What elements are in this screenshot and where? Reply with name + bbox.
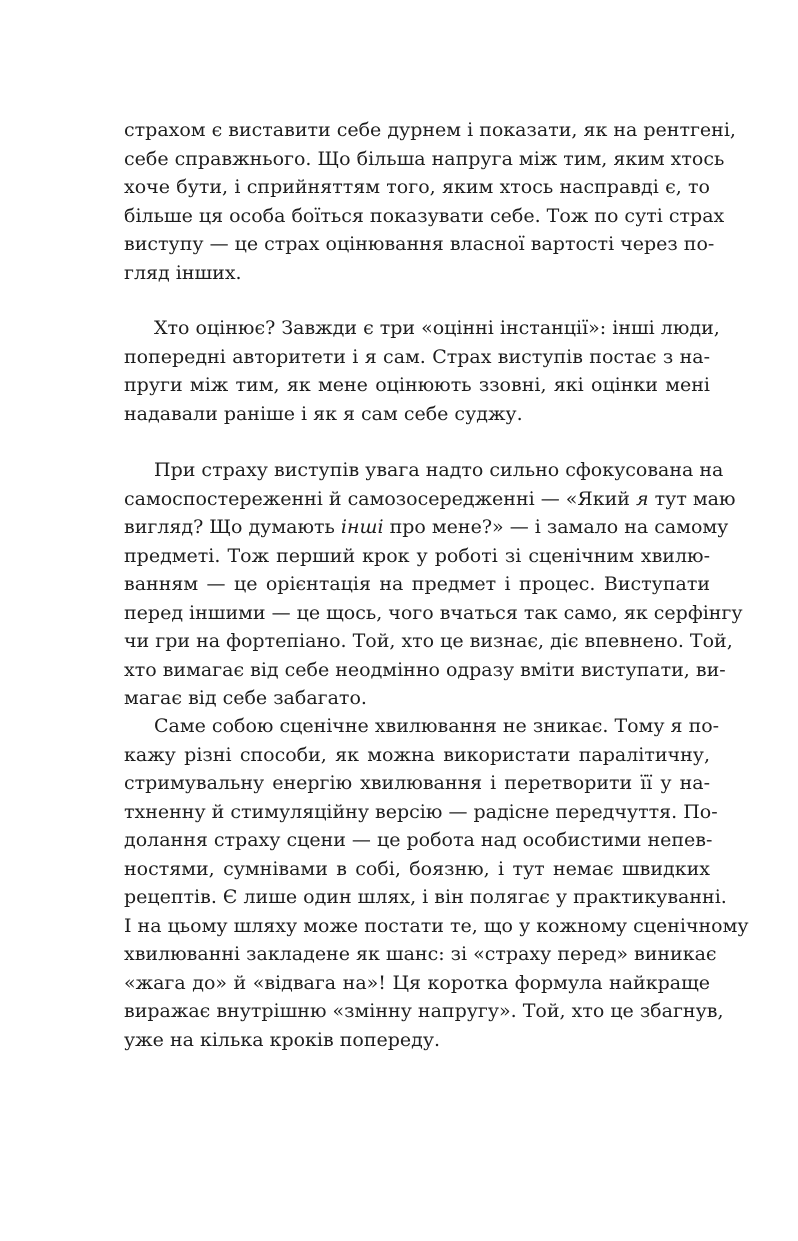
- text-line: хоче бути, і сприйняттям того, яким хтось насправді є, то: [124, 176, 710, 198]
- text-line: попередні авторитети і я сам. Страх виступів постає з на-: [124, 345, 710, 368]
- text-line: Саме собою сценічне хвилювання не зникає. Тому я по-: [154, 715, 720, 737]
- text-line: більше ця особа боїться показувати себе. Тож по суті страх: [124, 204, 725, 227]
- text-line: стримувальну енергію хвилювання і перетворити її у на-: [124, 772, 710, 794]
- emphasis-word: я: [636, 487, 649, 510]
- paragraph-4: [124, 712, 749, 1054]
- text-line: чи гри на фортепіано. Той, хто це визнає, діє впевнено. Той,: [124, 630, 733, 652]
- paragraph-1: [124, 116, 736, 287]
- text-line: гляд інших.: [124, 261, 242, 284]
- text-line: предметі. Тож перший крок у роботі зі сценічним хвилю-: [124, 544, 710, 567]
- text-line: долання страху сцени — це робота над особистими непев-: [124, 829, 713, 851]
- paragraph-3: [124, 456, 743, 713]
- text-line: виступу — це страх оцінювання власної вартості через по-: [124, 233, 715, 255]
- text-line: пруги між тим, як мене оцінюють ззовні, які оцінки мені: [124, 374, 710, 396]
- text-line: При страху виступів увага надто сильно сфокусована на: [154, 459, 724, 481]
- text-line: Хто оцінює? Завжди є три «оцінні інстанції»: інші люди,: [154, 317, 720, 339]
- text-line: страхом є виставити себе дурнем і показати, як на рентгені,: [124, 119, 736, 141]
- text-line-with-italic: вигляд? Що думають інші про мене?» — і замало на самому: [124, 516, 729, 538]
- text-line: ностями, сумнівами в собі, боязню, і тут немає швидких: [124, 857, 710, 880]
- text-line: тхненну й стимуляційну версію — радісне передчуття. По-: [124, 800, 718, 823]
- text-line: хвилюванні закладене як шанс: зі «страху перед» виникає: [124, 943, 717, 965]
- text-line: надавали раніше і як я сам себе суджу.: [124, 402, 523, 425]
- text-line: уже на кілька кроків попереду.: [124, 1028, 441, 1051]
- text-line: хто вимагає від себе неодмінно одразу вміти виступати, ви-: [124, 658, 726, 681]
- text-line: перед іншими — це щось, чого вчаться так само, як серфінгу: [124, 601, 743, 624]
- emphasis-word: інші: [340, 516, 384, 538]
- text-line: І на цьому шляху може постати те, що у кожному сценічному: [124, 914, 749, 937]
- text-line: магає від себе забагато.: [124, 687, 367, 709]
- paragraph-2: [124, 314, 720, 428]
- text-line-with-italic: самоспостереженні й самозосередженні — «Який я тут маю: [124, 487, 736, 510]
- text-line: ванням — це орієнтація на предмет і процес. Виступати: [124, 573, 710, 595]
- text-line: себе справжнього. Що більша напруга між тим, яким хтось: [124, 147, 725, 170]
- text-line: виражає внутрішню «змінну напругу». Той, хто це збагнув,: [124, 1000, 724, 1022]
- text-line: «жага до» й «відвага на»! Ця коротка формула найкраще: [124, 971, 710, 994]
- text-line: кажу різні способи, як можна використати паралітичну,: [124, 743, 710, 766]
- text-line: рецептів. Є лише один шлях, і він полягає у практикуванні.: [124, 886, 727, 908]
